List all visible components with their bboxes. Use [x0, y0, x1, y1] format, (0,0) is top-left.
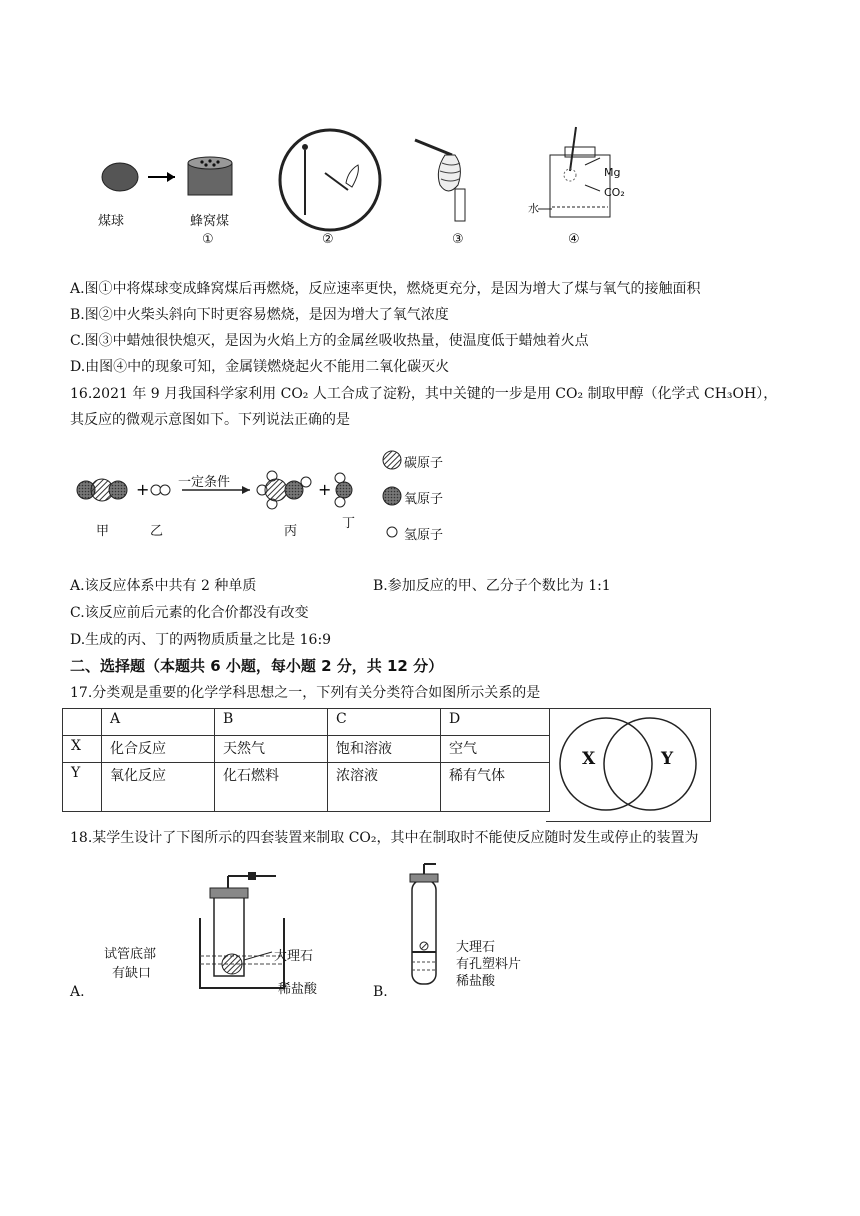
- label-fig-1: ①: [202, 232, 214, 247]
- table-cell: X: [63, 736, 102, 763]
- table-cell: 天然气: [215, 736, 328, 763]
- molecule-yi: [151, 485, 170, 495]
- table-cell: 化合反应: [102, 736, 215, 763]
- label-honeycomb: 蜂窝煤: [190, 214, 230, 229]
- table-header-cell: [63, 709, 102, 736]
- q17-venn-box: [546, 708, 711, 822]
- a-note-bottom-1: 试管底部: [104, 947, 157, 962]
- b-label-plate: 有孔塑料片: [456, 957, 522, 972]
- label-fig-4: ④: [568, 232, 580, 247]
- figure-1-coal: [102, 157, 232, 195]
- label-fig-3: ③: [452, 232, 464, 247]
- table-cell: Y: [63, 763, 102, 812]
- venn-label-x: X: [582, 749, 596, 769]
- table-cell: 化石燃料: [215, 763, 328, 812]
- table-row: [63, 763, 550, 812]
- q17-stem: 17.分类观是重要的化学学科思想之一，下列有关分类符合如图所示关系的是: [70, 685, 541, 701]
- table-cell: 氧化反应: [102, 763, 215, 812]
- figure-2-match: [280, 130, 380, 230]
- venn-diagram: [546, 709, 710, 821]
- legend-oxygen: 氧原子: [404, 492, 444, 507]
- a-label-marble: 大理石: [274, 949, 314, 964]
- label-yi: 乙: [150, 524, 164, 539]
- table-header-cell: C: [328, 709, 441, 736]
- label-mg: Mg: [604, 166, 621, 179]
- label-water: 水: [528, 202, 539, 215]
- section-2-title: 二、选择题（本题共 6 小题，每小题 2 分，共 12 分）: [70, 657, 444, 675]
- label-coal-ball: 煤球: [98, 214, 125, 229]
- a-label-acid: 稀盐酸: [278, 982, 318, 997]
- molecule-bing: [257, 471, 311, 509]
- label-condition: 一定条件: [178, 475, 231, 490]
- label-bing: 丙: [284, 524, 298, 539]
- venn-label-y: Y: [661, 749, 674, 769]
- q17-table: [62, 708, 550, 812]
- legend-carbon: 碳原子: [404, 456, 444, 471]
- q16-option-c: C.该反应前后元素的化合价都没有改变: [70, 605, 309, 621]
- table-header-cell: B: [215, 709, 328, 736]
- table-cell: 稀有气体: [441, 763, 550, 812]
- apparatus-a: [180, 872, 300, 994]
- figure-3-candle: [415, 140, 465, 221]
- label-ding: 丁: [342, 516, 356, 531]
- label-jia: 甲: [96, 524, 110, 539]
- q18-option-b-label: B.: [373, 984, 388, 1000]
- b-label-marble: 大理石: [456, 940, 496, 955]
- legend-hydrogen: 氢原子: [404, 528, 444, 543]
- q18-stem: 18.某学生设计了下图所示的四套装置来制取 CO₂，其中在制取时不能使反应随时发生或停止的装置为: [70, 830, 699, 846]
- table-cell: 饱和溶液: [328, 736, 441, 763]
- b-label-acid: 稀盐酸: [456, 974, 496, 989]
- legend-atoms: [383, 451, 401, 537]
- molecule-jia: [77, 479, 127, 501]
- a-note-bottom-2: 有缺口: [112, 966, 152, 981]
- q18-option-a-label: A.: [70, 984, 85, 1000]
- q15-option-b: B.图②中火柴头斜向下时更容易燃烧，是因为增大了氧气浓度: [70, 307, 449, 323]
- table-header-cell: D: [441, 709, 550, 736]
- label-co2: CO₂: [604, 186, 625, 199]
- q15-figures: [80, 125, 640, 260]
- svg-text:+: +: [318, 480, 332, 499]
- table-cell: 浓溶液: [328, 763, 441, 812]
- q16-option-d: D.生成的丙、丁的两物质质量之比是 16:9: [70, 632, 332, 648]
- q16-stem-line2: 其反应的微观示意图如下。下列说法正确的是: [70, 412, 350, 428]
- table-cell: 空气: [441, 736, 550, 763]
- apparatus-b: [402, 860, 452, 990]
- q16-option-a: A.该反应体系中共有 2 种单质: [70, 578, 257, 594]
- table-header-row: [63, 709, 550, 736]
- label-fig-2: ②: [322, 232, 334, 247]
- svg-text:+: +: [136, 480, 150, 499]
- q16-stem-line1: 16.2021 年 9 月我国科学家利用 CO₂ 人工合成了淀粉，其中关键的一步是用 CO₂ 制取甲醇（化学式 CH₃OH），: [70, 386, 778, 402]
- q15-option-d: D.由图④中的现象可知，金属镁燃烧起火不能用二氧化碳灭火: [70, 359, 450, 375]
- figure-4-mg-jar: [538, 127, 610, 217]
- q15-option-a: A.图①中将煤球变成蜂窝煤后再燃烧，反应速率更快，燃烧更充分，是因为增大了煤与氧气的接触面积: [70, 281, 701, 297]
- q16-option-b: B.参加反应的甲、乙分子个数比为 1:1: [373, 578, 611, 594]
- q15-option-c: C.图③中蜡烛很快熄灭，是因为火焰上方的金属丝吸收热量，使温度低于蜡烛着火点: [70, 333, 589, 349]
- table-header-cell: A: [102, 709, 215, 736]
- table-row: [63, 736, 550, 763]
- molecule-ding: [335, 473, 352, 507]
